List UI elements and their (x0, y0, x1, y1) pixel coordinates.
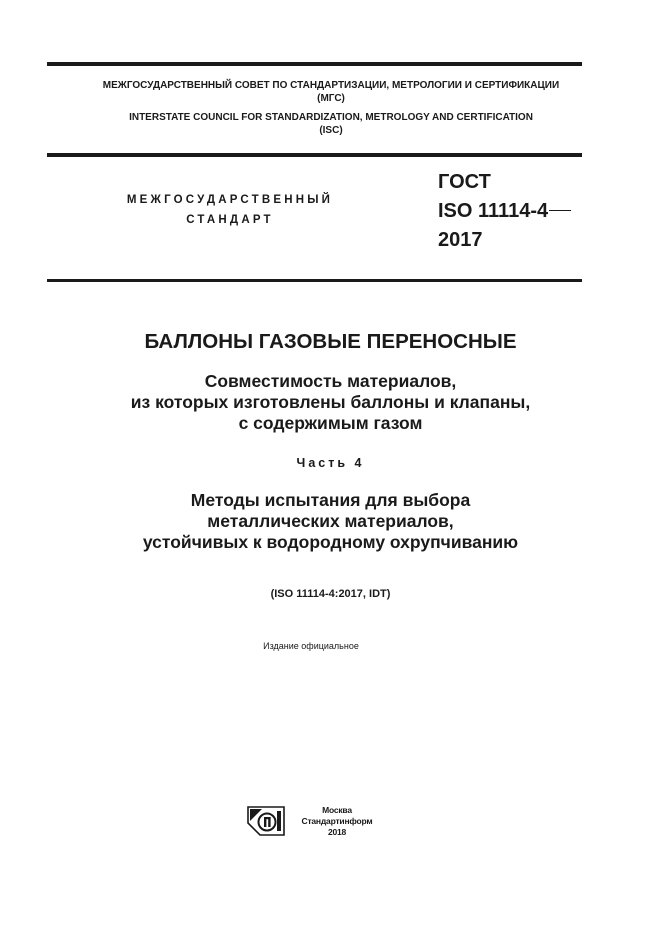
standartinform-logo-icon (247, 806, 285, 836)
publisher-city: Москва (322, 805, 352, 815)
part-number: Часть 4 (296, 456, 365, 470)
edition-note: Издание официальное (263, 641, 359, 651)
part-title (0, 490, 661, 553)
designation-number: ISO 11114-4 (438, 200, 549, 222)
council-en-name: INTERSTATE COUNCIL FOR STANDARDIZATION, METROLOGY AND CERTIFICATION (129, 112, 533, 123)
standard-type-line1: МЕЖГОСУДАРСТВЕННЫЙ (126, 194, 334, 206)
standard-type-line2: СТАНДАРТ (186, 214, 274, 226)
publisher-imprint (292, 805, 382, 838)
subtitle-line: из которых изготовлены баллоны и клапаны, (130, 392, 531, 412)
document-title: БАЛЛОНЫ ГАЗОВЫЕ ПЕРЕНОСНЫЕ (144, 330, 517, 353)
lower-rule (47, 279, 582, 282)
council-ru (47, 79, 615, 105)
document-subtitle (0, 371, 661, 434)
council-en-abbr: (ISC) (319, 125, 343, 136)
designation-year: 2017 (438, 229, 483, 251)
part-title-line: Методы испытания для выбора (190, 490, 471, 510)
designation-prefix: ГОСТ (438, 171, 491, 193)
publisher-year: 2018 (327, 827, 347, 837)
part-title-line: металлических материалов, (207, 511, 454, 531)
subtitle-line: с содержимым газом (238, 413, 423, 433)
part-title-line: устойчивых к водородному охрупчиванию (142, 532, 519, 552)
designation-number-line (438, 197, 571, 226)
council-en (47, 111, 615, 137)
iso-reference: (ISO 11114-4:2017, IDT) (270, 588, 391, 600)
council-ru-abbr: (МГС) (317, 93, 345, 104)
standard-type (90, 190, 370, 230)
middle-rule (47, 153, 582, 157)
publisher-name: Стандартинформ (301, 816, 373, 826)
subtitle-line: Совместимость материалов, (204, 371, 457, 391)
designation-dash (549, 210, 571, 212)
standard-designation (438, 168, 571, 255)
top-rule (47, 62, 582, 66)
council-ru-name: МЕЖГОСУДАРСТВЕННЫЙ СОВЕТ ПО СТАНДАРТИЗАЦИИ, МЕТРОЛОГИИ И СЕРТИФИКАЦИИ (102, 80, 560, 91)
